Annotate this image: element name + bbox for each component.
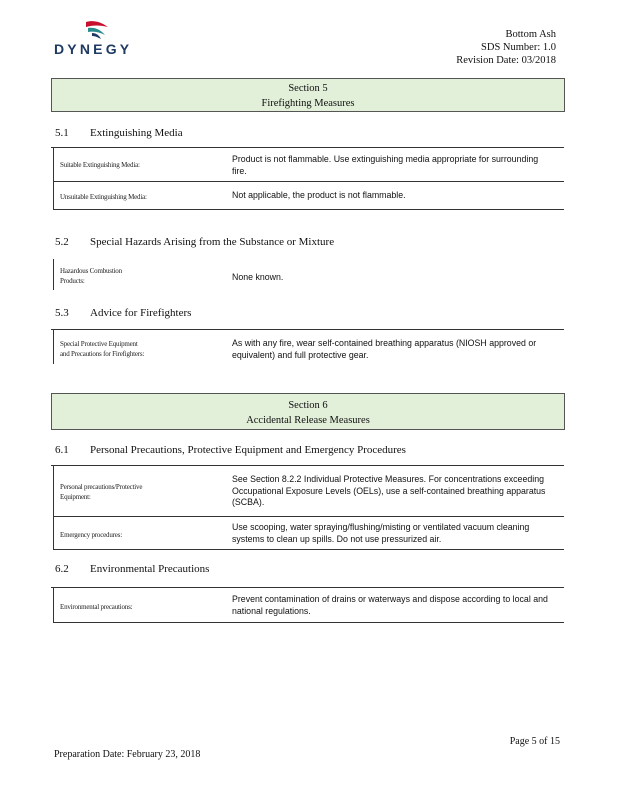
property-row bbox=[53, 466, 564, 517]
section-6-number: Section 6 bbox=[288, 400, 328, 411]
property-label-line: Equipment: bbox=[60, 493, 91, 501]
property-value: Prevent contamination of drains or waterways and dispose according to local and national regulations. bbox=[232, 594, 548, 616]
product-name: Bottom Ash bbox=[505, 29, 556, 40]
property-row bbox=[53, 330, 564, 364]
section-6-banner bbox=[51, 393, 565, 430]
subsection-number: 6.2 bbox=[55, 563, 69, 575]
property-label bbox=[60, 266, 210, 286]
property-label: Environmental precautions: bbox=[60, 603, 133, 611]
property-label-line: and Precautions for Firefighters: bbox=[60, 350, 145, 358]
property-label bbox=[60, 482, 210, 502]
property-value: None known. bbox=[232, 272, 284, 282]
property-row bbox=[53, 588, 564, 623]
document-info bbox=[456, 28, 556, 67]
property-label: Emergency procedures: bbox=[60, 531, 122, 539]
section-5-banner bbox=[51, 78, 565, 112]
subsection-number: 5.1 bbox=[55, 127, 69, 139]
sds-number: SDS Number: 1.0 bbox=[481, 42, 556, 53]
property-label-line: Personal precautions/Protective bbox=[60, 483, 143, 491]
company-logo bbox=[54, 18, 154, 60]
property-value: Use scooping, water spraying/flushing/misting or ventilated vacuum cleaning systems to clean up spills. Do not use pressurized air. bbox=[232, 522, 530, 544]
subsection-title: Special Hazards Arising from the Substance or Mixture bbox=[90, 236, 335, 248]
logo-mark-icon bbox=[84, 18, 110, 40]
property-value: As with any fire, wear self-contained breathing apparatus (NIOSH approved or equivalent) and full protective gear. bbox=[232, 338, 537, 360]
subsection-5-1-heading bbox=[55, 127, 183, 139]
property-value: Product is not flammable. Use extinguishing media appropriate for surrounding fire. bbox=[232, 154, 539, 176]
preparation-date: Preparation Date: February 23, 2018 bbox=[54, 749, 201, 760]
property-row bbox=[53, 517, 564, 550]
property-value: Not applicable, the product is not flammable. bbox=[232, 190, 406, 200]
subsection-5-2-heading bbox=[55, 236, 334, 248]
subsection-6-2-heading bbox=[55, 563, 209, 575]
subsection-title: Environmental Precautions bbox=[90, 563, 210, 575]
subsection-6-1-heading bbox=[55, 444, 406, 456]
subsection-title: Advice for Firefighters bbox=[90, 307, 192, 319]
property-label-line: Products: bbox=[60, 277, 85, 285]
subsection-title: Personal Precautions, Protective Equipment and Emergency Procedures bbox=[90, 444, 406, 456]
property-label: Unsuitable Extinguishing Media: bbox=[60, 193, 147, 201]
property-value: See Section 8.2.2 Individual Protective Measures. For concentrations exceeding Occupational Exposure Levels (OELs), use a self-contained breathing apparatus (SCBA). bbox=[232, 474, 546, 507]
revision-date: Revision Date: 03/2018 bbox=[456, 55, 556, 66]
property-label bbox=[60, 339, 210, 359]
subsection-number: 6.1 bbox=[55, 444, 69, 456]
property-row bbox=[53, 259, 564, 290]
page-number: Page 5 of 15 bbox=[509, 736, 560, 747]
property-label-line: Special Protective Equipment bbox=[60, 340, 138, 348]
section-6-title: Accidental Release Measures bbox=[246, 415, 370, 426]
subsection-5-3-heading bbox=[55, 307, 191, 319]
logo-text: DYNEGY bbox=[54, 41, 133, 57]
property-row bbox=[53, 148, 564, 182]
subsection-number: 5.3 bbox=[55, 307, 69, 319]
property-row bbox=[53, 182, 564, 210]
section-5-title: Firefighting Measures bbox=[261, 98, 355, 109]
property-label-line: Hazardous Combustion bbox=[60, 267, 122, 275]
section-5-number: Section 5 bbox=[288, 83, 328, 94]
subsection-number: 5.2 bbox=[55, 236, 69, 248]
subsection-title: Extinguishing Media bbox=[90, 127, 183, 139]
property-label: Suitable Extinguishing Media: bbox=[60, 161, 140, 169]
